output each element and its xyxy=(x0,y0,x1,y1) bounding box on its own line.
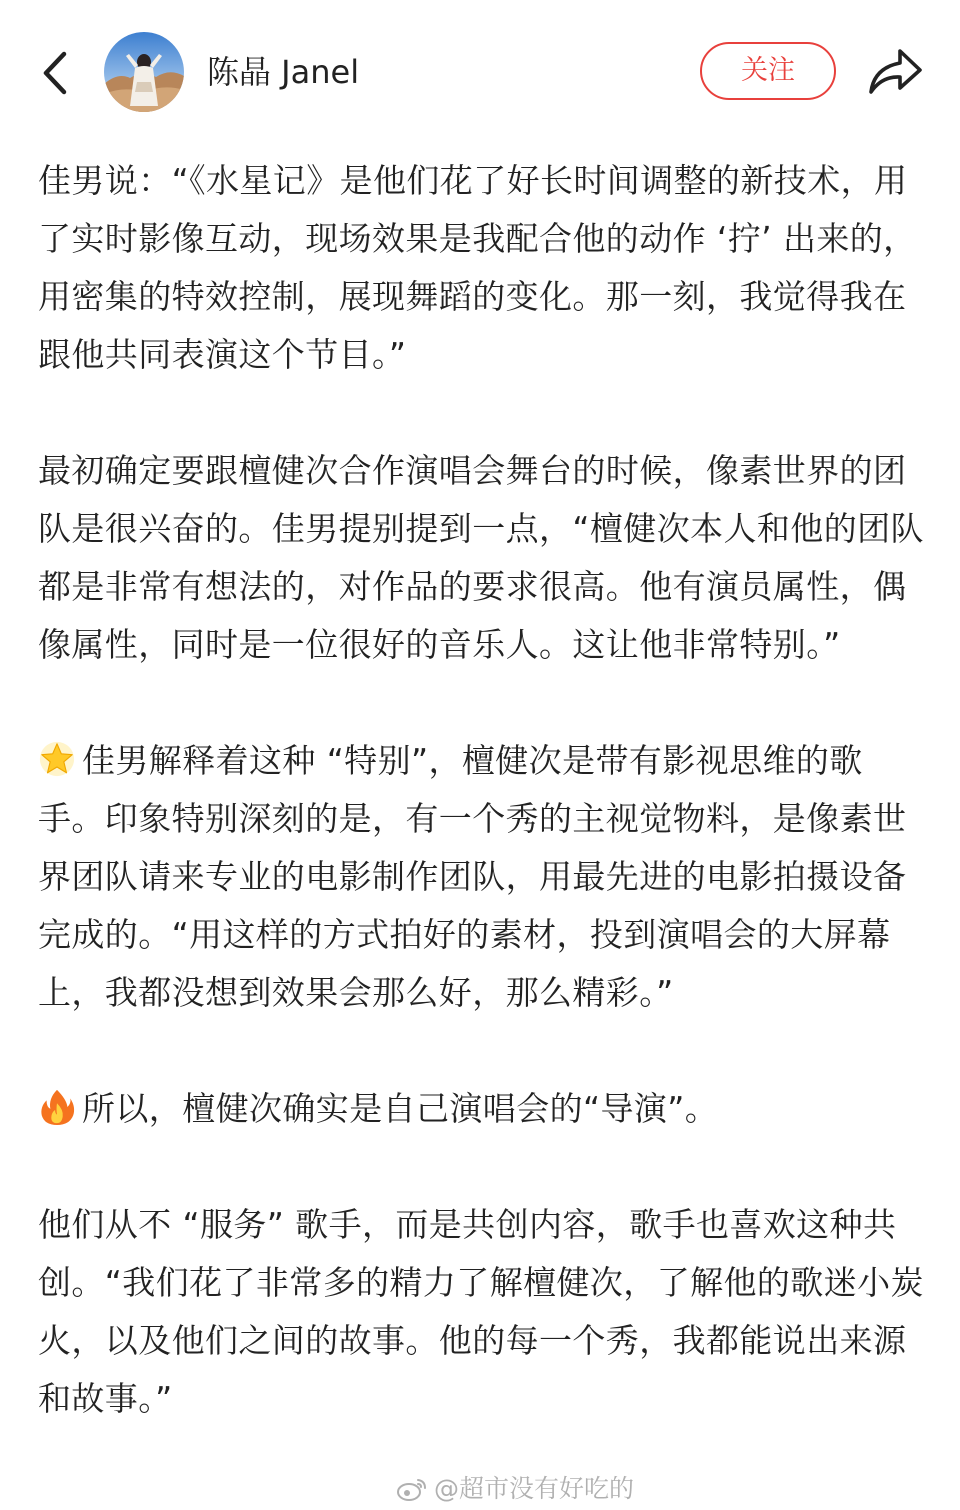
paragraph: 最初确定要跟檀健次合作演唱会舞台的时候，像素世界的团队是很兴奋的。佳男提别提到一点，“檀健次本人和他的团队都是非常有想法的，对作品的要求很高。他有演员属性，偶像属性，同时是一位很好的音乐人。这让他非常特别。” xyxy=(38,451,924,664)
post-header xyxy=(0,0,960,145)
weibo-logo-icon xyxy=(396,1476,428,1502)
post-body xyxy=(38,152,924,1428)
username[interactable]: 陈晶 Janel xyxy=(207,53,360,91)
paragraph xyxy=(38,732,924,1022)
follow-button[interactable]: 关注 xyxy=(700,42,836,100)
weibo-watermark xyxy=(396,1472,634,1506)
glowing-star-emoji xyxy=(38,740,76,778)
paragraph xyxy=(38,1080,924,1138)
paragraph-text: 佳男解释着这种 “特别”，檀健次是带有影视思维的歌手。印象特别深刻的是，有一个秀的主视觉物料，是像素世界团队请来专业的电影制作团队，用最先进的电影拍摄设备完成的。“用这样的方式拍好的素材，投到演唱会的大屏幕上，我都没想到效果会那么好，那么精彩。” xyxy=(38,741,907,1012)
paragraph: 他们从不 “服务” 歌手，而是共创内容，歌手也喜欢这种共创。“我们花了非常多的精力了解檀健次，了解他的歌迷小炭火，以及他们之间的故事。他的每一个秀，我都能说出来源和故事。” xyxy=(38,1205,924,1418)
share-button[interactable] xyxy=(866,46,924,98)
chevron-left-icon xyxy=(36,48,76,98)
watermark-text: @超市没有好吃的 xyxy=(434,1474,635,1503)
fire-emoji xyxy=(38,1088,76,1126)
paragraph-text: 所以，檀健次确实是自己演唱会的“导演”。 xyxy=(82,1089,719,1128)
avatar[interactable] xyxy=(104,32,184,112)
paragraph: 佳男说：“《水星记》是他们花了好长时间调整的新技术，用了实时影像互动，现场效果是我配合他的动作 ‘拧’ 出来的，用密集的特效控制，展现舞蹈的变化。那一刻，我觉得我在跟他共同表演这个节目。” xyxy=(38,161,917,374)
back-button[interactable] xyxy=(36,48,76,98)
share-arrow-icon xyxy=(866,46,924,98)
avatar-image xyxy=(104,32,184,112)
